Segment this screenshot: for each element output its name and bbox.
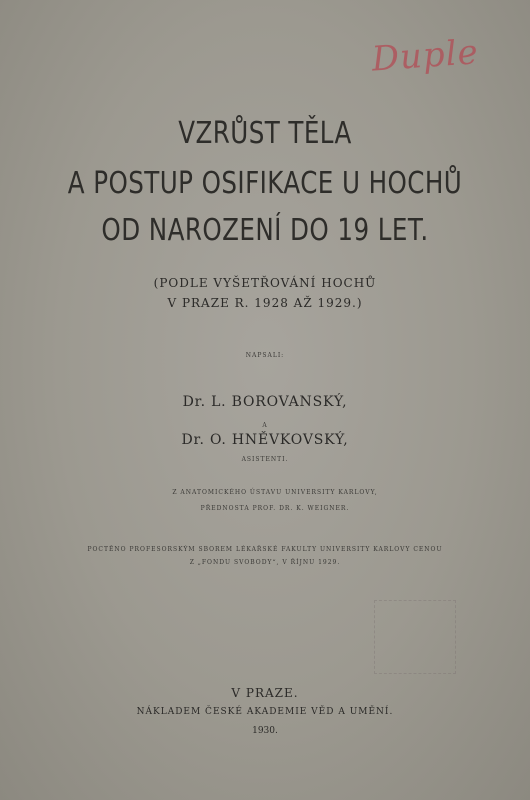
- prize-line-1: POCTĚNO PROFESORSKÝM SBOREM LÉKAŘSKÉ FAKULTY UNIVERSITY KARLOVY CENOU: [87, 546, 443, 553]
- imprint-publisher: NÁKLADEM ČESKÉ AKADEMIE VĚD A UMĚNÍ.: [136, 707, 394, 717]
- imprint-year: 1930.: [252, 726, 278, 736]
- handwritten-stamp: Duple: [370, 32, 480, 80]
- institute-line-1: Z ANATOMICKÉHO ÚSTAVU UNIVERSITY KARLOVY,: [172, 489, 378, 496]
- author-second: Dr. O. HNĚVKOVSKÝ,: [181, 432, 349, 448]
- author-role: ASISTENTI.: [241, 456, 289, 463]
- imprint-place: V PRAZE.: [231, 686, 299, 700]
- byline-label: NAPSALI:: [245, 352, 285, 359]
- author-conjunction: A: [262, 422, 268, 429]
- subtitle-line-2: V PRAZE R. 1928 AŽ 1929.): [167, 296, 363, 310]
- author-first: Dr. L. BOROVANSKÝ,: [182, 394, 348, 410]
- title-line-1: VZRŮST TĚLA: [178, 116, 352, 151]
- paper-stain: [374, 600, 456, 674]
- prize-line-2: Z „FONDU SVOBODY“, V ŘÍJNU 1929.: [189, 559, 341, 566]
- title-line-3: OD NAROZENÍ DO 19 LET.: [101, 213, 429, 248]
- subtitle-line-1: (PODLE VYŠETŘOVÁNÍ HOCHŮ: [153, 276, 377, 290]
- title-line-2: A POSTUP OSIFIKACE U HOCHŮ: [67, 166, 463, 201]
- institute-line-2: PŘEDNOSTA PROF. DR. K. WEIGNER.: [200, 505, 350, 512]
